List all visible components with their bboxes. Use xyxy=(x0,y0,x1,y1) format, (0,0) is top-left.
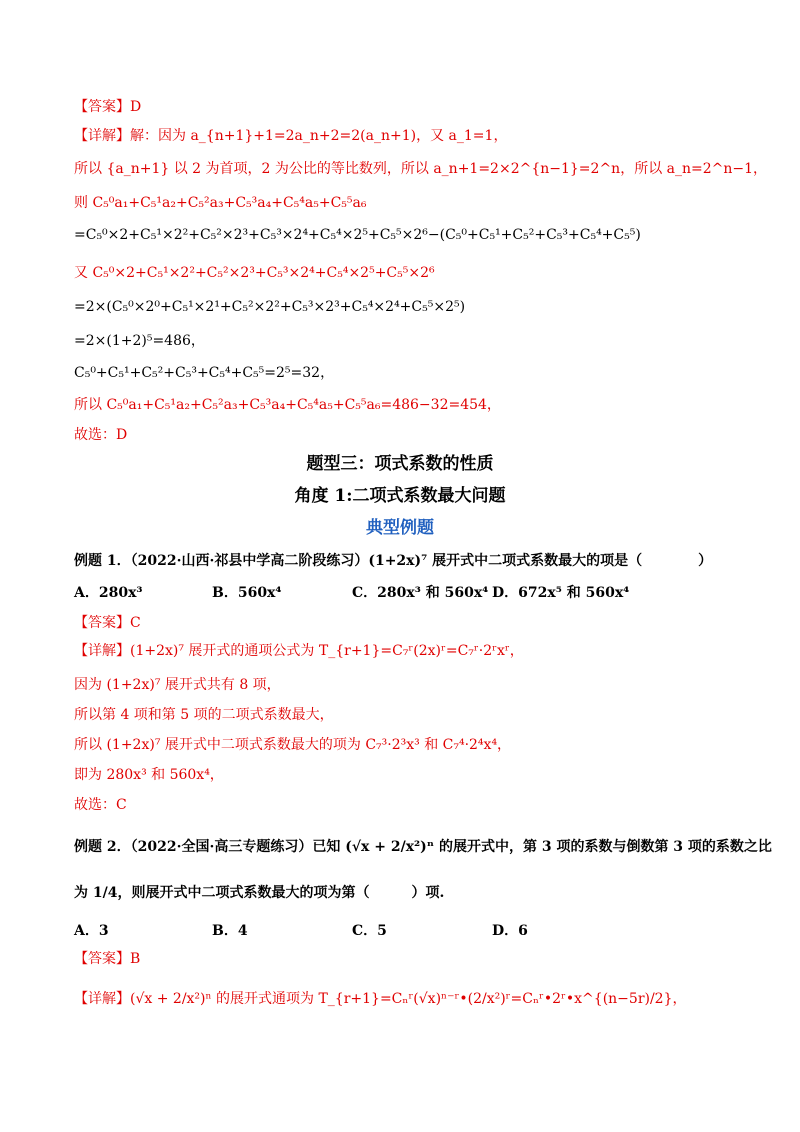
example-1-detail-5: 即为 280x³ 和 560x⁴， xyxy=(74,767,224,783)
angle-heading: 角度 1:二项式系数最大问题 xyxy=(294,486,506,506)
example-1-option-d: D．672x⁵ 和 560x⁴ xyxy=(492,585,630,601)
solution-line-7: =2×(1+2)⁵=486， xyxy=(74,333,205,349)
solution-line-10: 故选：D xyxy=(74,427,128,443)
solution-line-6: =2×(C₅⁰×2⁰+C₅¹×2¹+C₅²×2²+C₅³×2³+C₅⁴×2⁴+C₅⁵×2⁵) xyxy=(74,299,466,315)
example-1-answer xyxy=(74,612,740,634)
example-1-option-c: C．280x³ 和 560x⁴ xyxy=(352,585,489,601)
detail-line-1 xyxy=(74,125,740,147)
example-2-question-line-1: 例题 2．（2022·全国·高三专题练习）已知 (√x + 2/x²)ⁿ 的展开式中，第 3 项的系数与倒数第 3 项的系数之比 xyxy=(74,839,772,855)
detail-tag: 【详解】 xyxy=(74,643,130,659)
answer-tag: 【答案】 xyxy=(74,951,130,967)
example-2-option-d: D．6 xyxy=(492,923,528,939)
example-1-question: 例题 1．（2022·山西·祁县中学高二阶段练习）(1+2x)⁷ 展开式中二项式系数最大的项是（ ） xyxy=(74,553,713,569)
solution-line-3: 则 C₅⁰a₁+C₅¹a₂+C₅²a₃+C₅³a₄+C₅⁴a₅+C₅⁵a₆ xyxy=(74,195,367,211)
example-1-detail-3: 所以第 4 项和第 5 项的二项式系数最大， xyxy=(74,707,334,723)
answer-tag: 【答案】 xyxy=(74,615,130,631)
detail-tag: 【详解】 xyxy=(74,991,130,1007)
example-2-question-line-2: 为 1/4，则展开式中二项式系数最大的项为第（ ）项. xyxy=(74,885,445,901)
example-2-option-b: B．4 xyxy=(212,923,248,939)
example-1-detail-6: 故选：C xyxy=(74,797,127,813)
solution-line-4: =C₅⁰×2+C₅¹×2²+C₅²×2³+C₅³×2⁴+C₅⁴×2⁵+C₅⁵×2⁶−(C₅⁰+C₅¹+C₅²+C₅³+C₅⁴+C₅⁵) xyxy=(74,227,641,243)
detail-text: (√x + 2/x²)ⁿ 的展开式通项为 T_{r+1}=Cₙʳ(√x)ⁿ⁻ʳ•(2/x²)ʳ=Cₙʳ•2ʳ•x^{(n−5r)/2}， xyxy=(130,991,687,1007)
example-1-option-a: A．280x³ xyxy=(74,585,143,601)
type-heading: 题型三：项式系数的性质 xyxy=(306,454,494,474)
section-heading: 典型例题 xyxy=(366,518,434,538)
answer-line-top xyxy=(74,96,740,118)
detail-tag: 【详解】 xyxy=(74,128,130,144)
example-2-answer xyxy=(74,948,740,970)
detail-text: (1+2x)⁷ 展开式的通项公式为 T_{r+1}=C₇ʳ(2x)ʳ=C₇ʳ·2ʳxʳ， xyxy=(130,643,524,659)
solution-step: 解：因为 a_{n+1}+1=2a_n+2=2(a_n+1)，又 a_1=1， xyxy=(130,128,508,144)
solution-line-2: 所以 {a_n+1} 以 2 为首项，2 为公比的等比数列，所以 a_n+1=2×2^{n−1}=2^n，所以 a_n=2^n−1， xyxy=(74,161,768,177)
example-1-detail-4: 所以 (1+2x)⁷ 展开式中二项式系数最大的项为 C₇³·2³x³ 和 C₇⁴·2⁴x⁴， xyxy=(74,737,512,753)
solution-line-8: C₅⁰+C₅¹+C₅²+C₅³+C₅⁴+C₅⁵=2⁵=32， xyxy=(74,365,335,381)
answer-value: C xyxy=(130,615,141,631)
example-2-option-a: A．3 xyxy=(74,923,109,939)
example-1-detail-2: 因为 (1+2x)⁷ 展开式共有 8 项， xyxy=(74,677,281,693)
example-2-detail-1 xyxy=(74,988,740,1010)
answer-value: B xyxy=(130,951,141,967)
solution-line-5: 又 C₅⁰×2+C₅¹×2²+C₅²×2³+C₅³×2⁴+C₅⁴×2⁵+C₅⁵×2⁶ xyxy=(74,265,435,281)
example-2-option-c: C．5 xyxy=(352,923,387,939)
solution-line-9: 所以 C₅⁰a₁+C₅¹a₂+C₅²a₃+C₅³a₄+C₅⁴a₅+C₅⁵a₆=486−32=454， xyxy=(74,397,501,413)
example-1-detail-1 xyxy=(74,640,740,662)
example-1-option-b: B．560x⁴ xyxy=(212,585,282,601)
answer-value: D xyxy=(130,99,142,115)
answer-tag: 【答案】 xyxy=(74,99,130,115)
